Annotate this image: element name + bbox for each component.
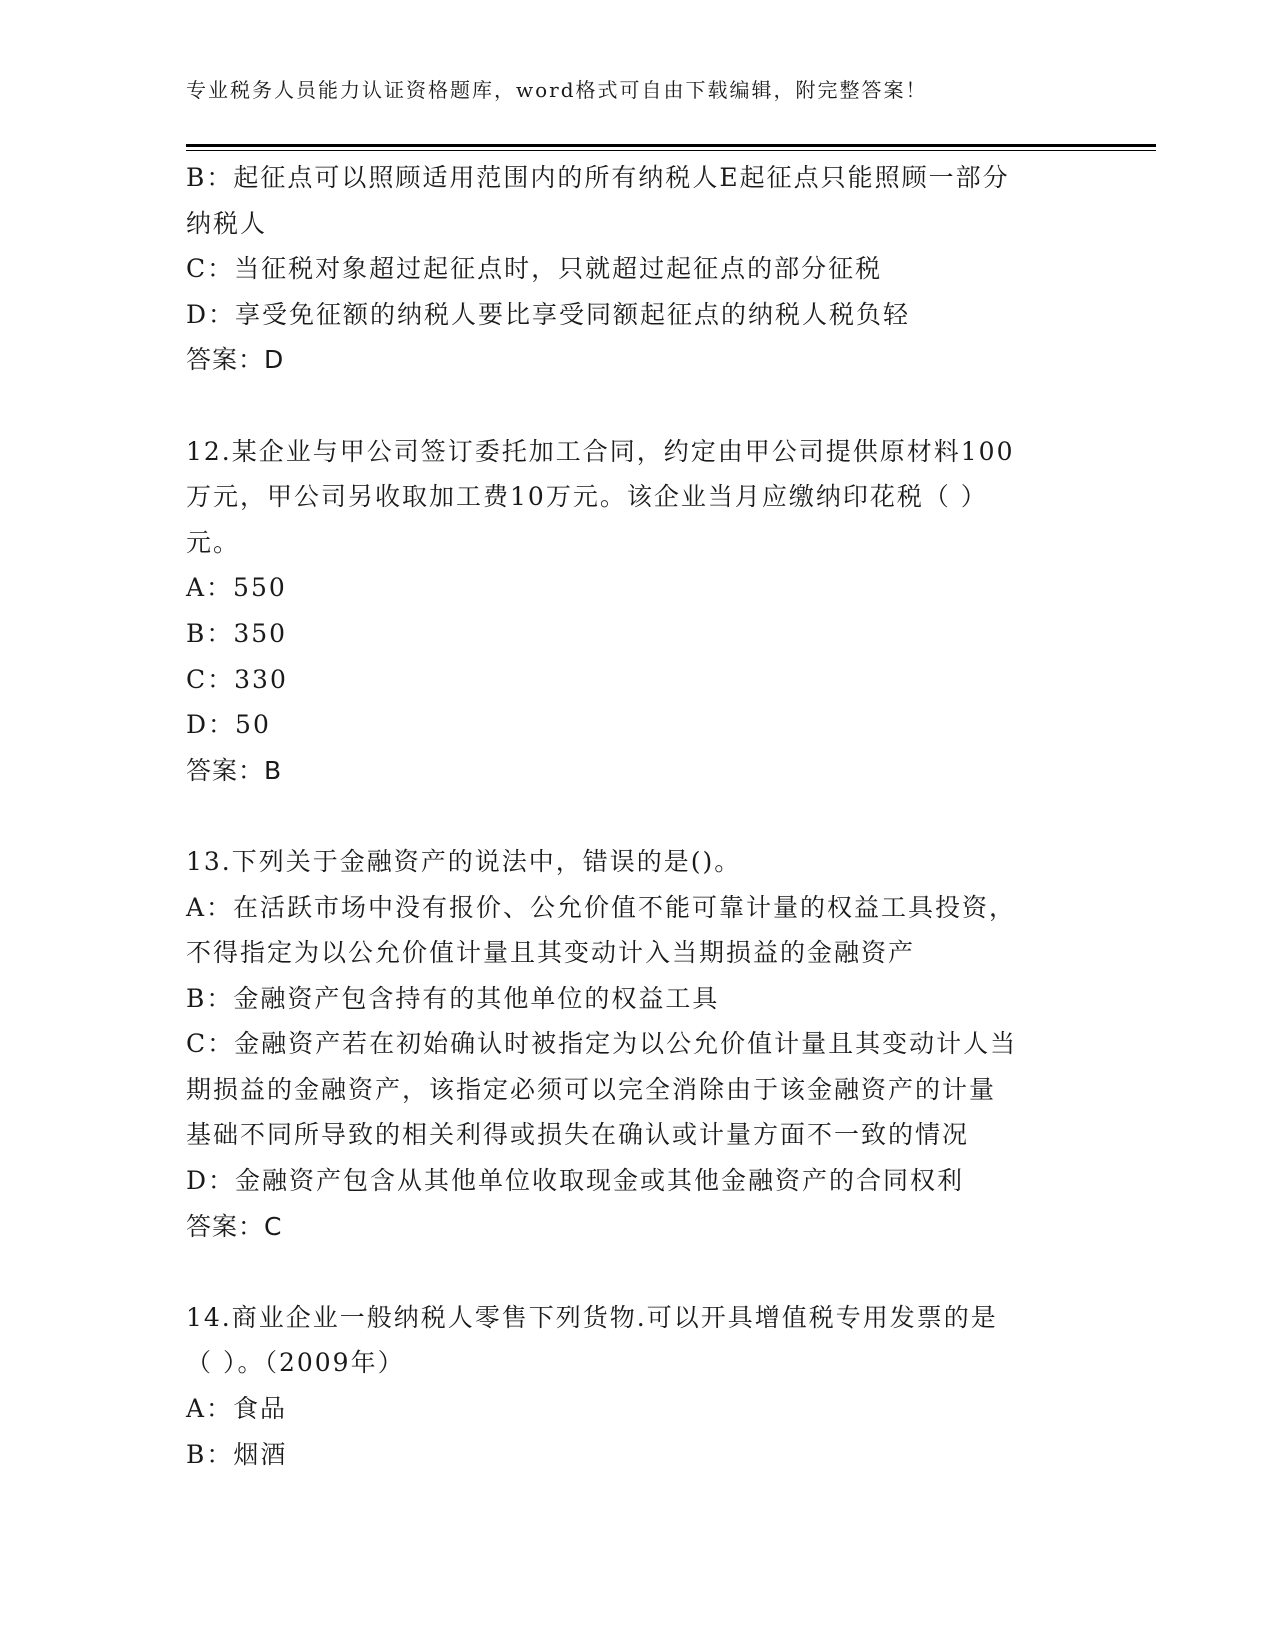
spacer — [186, 793, 1086, 839]
q13-option-a-line2: 不得指定为以公允价值计量且其变动计入当期损益的金融资产 — [186, 938, 916, 968]
q11-option-b-line1: B：起征点可以照顾适用范围内的所有纳税人E起征点只能照顾一部分 — [186, 163, 1010, 192]
spacer — [186, 1249, 1086, 1295]
q13-option-c-line2: 期损益的金融资产，该指定必须可以完全消除由于该金融资产的计量 — [186, 1074, 997, 1104]
q13-answer: 答案：C — [186, 1211, 283, 1241]
q12-stem-line2: 万元，甲公司另收取加工费10万元。该企业当月应缴纳印花税（ ） — [186, 482, 988, 512]
q11-option-b-line2: 纳税人 — [186, 208, 268, 238]
q12-stem-line3: 元。 — [186, 527, 241, 557]
q14-option-a: A：食品 — [186, 1394, 288, 1424]
q11-answer: 答案：D — [186, 345, 285, 375]
q13-option-a-line1: A：在活跃市场中没有报价、公允价值不能可靠计量的权益工具投资， — [186, 892, 1017, 922]
header-divider-thin — [186, 150, 1156, 151]
q14-option-b: B：烟酒 — [186, 1439, 288, 1469]
q12-option-b: B：350 — [186, 618, 288, 648]
q13-option-c-line3: 基础不同所导致的相关利得或损失在确认或计量方面不一致的情况 — [186, 1120, 970, 1150]
q12-option-c: C：330 — [186, 664, 288, 694]
q14-stem-line2: （ ）。（2009年） — [186, 1348, 405, 1378]
page-header: 专业税务人员能力认证资格题库，word格式可自由下载编辑，附完整答案！ — [186, 78, 928, 102]
q12-stem-line1: 12.某企业与甲公司签订委托加工合同，约定由甲公司提供原材料100 — [186, 436, 1015, 466]
q13-option-b: B：金融资产包含持有的其他单位的权益工具 — [186, 983, 720, 1013]
q14-stem-line1: 14.商业企业一般纳税人零售下列货物.可以开具增值税专用发票的是 — [186, 1302, 998, 1332]
q12-answer: 答案：B — [186, 755, 283, 785]
document-body — [186, 155, 1086, 1477]
q11-option-d: D：享受免征额的纳税人要比享受同额起征点的纳税人税负轻 — [186, 299, 911, 329]
q12-option-d: D：50 — [186, 710, 271, 740]
q13-stem: 13.下列关于金融资产的说法中，错误的是()。 — [186, 846, 742, 876]
q13-option-c-line1: C：金融资产若在初始确认时被指定为以公允价值计量且其变动计人当 — [186, 1029, 1018, 1059]
q11-option-c: C：当征税对象超过起征点时，只就超过起征点的部分征税 — [186, 254, 883, 284]
q12-option-a: A：550 — [186, 573, 287, 603]
q13-option-d: D：金融资产包含从其他单位收取现金或其他金融资产的合同权利 — [186, 1166, 965, 1196]
spacer — [186, 383, 1086, 429]
header-divider-thick — [186, 144, 1156, 147]
